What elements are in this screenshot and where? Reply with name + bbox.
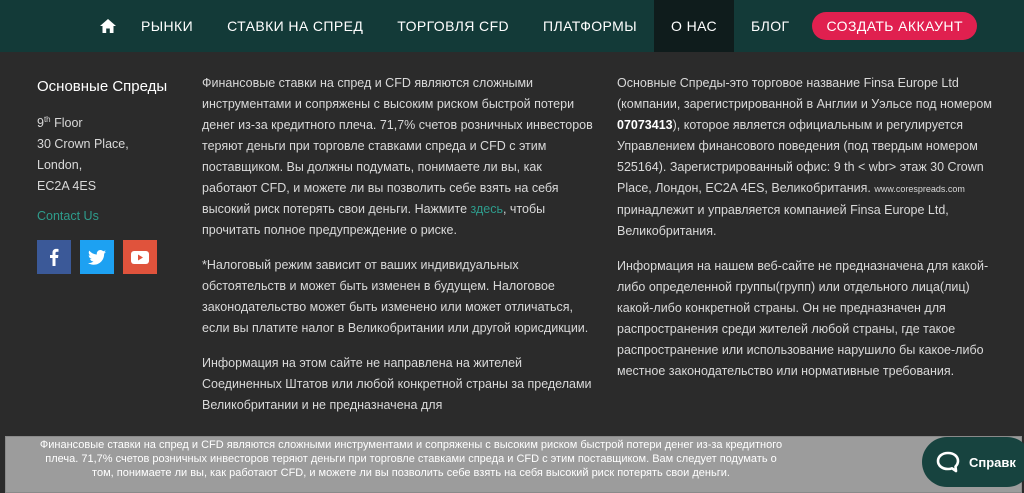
- facebook-icon: [49, 248, 59, 266]
- website-url: www.corespreads.com: [874, 184, 965, 194]
- address: [37, 109, 187, 197]
- risk-warning-column: [202, 73, 594, 430]
- distribution-notice-text: Информация на нашем веб-сайте не предназначена для какой-либо определенной группы(групп) или отдельного лица(лиц) какой-либо конкретной страны. Он не предназначен для распространения среди жителей любой страны, где такое распространение или использование нарушило бы какое-либо местное законодательство или нормативные требования.: [617, 259, 989, 378]
- risk-banner-text: Финансовые ставки на спред и CFD являются сложными инструментами и сопряжены с высоким риском быстрой потери денег из-за кредитного плеча. 71,7% счетов розничных инвесторов теряют деньги при торговле ставками спреда и CFD с этим поставщиком. Вам следует подумать о том, понимаете ли вы, как работают CFD, и можете ли вы позволить себе взять на себя высокий риск потерять свои деньги.: [39, 439, 783, 479]
- youtube-icon: [131, 251, 149, 264]
- contact-us-link[interactable]: Contact Us: [37, 209, 99, 224]
- youtube-button[interactable]: [123, 240, 157, 274]
- create-account-button[interactable]: СОЗДАТЬ АККАУНТ: [812, 12, 976, 40]
- nav-markets[interactable]: РЫНКИ: [141, 18, 194, 34]
- nav-blog[interactable]: БЛОГ: [751, 18, 790, 34]
- twitter-button[interactable]: [80, 240, 114, 274]
- company-number: 07073413: [617, 118, 673, 132]
- address-street: 30 Crown Place,: [37, 137, 129, 152]
- address-postcode: EC2A 4ES: [37, 179, 97, 194]
- social-links: [37, 240, 187, 274]
- nav-menu: [92, 0, 977, 52]
- jurisdiction-notice-text: Информация на этом сайте не направлена на жителей Соединенных Штатов или любой конкретной страны за пределами Великобритании и не предназначена для: [202, 356, 592, 412]
- risk-warning-link[interactable]: здесь: [470, 202, 503, 216]
- company-name: Основные Спреды: [37, 78, 168, 95]
- risk-warning-text: Финансовые ставки на спред и CFD являются сложными инструментами и сопряжены с высоким риском быстрой потери денег из-за кредитного плеча. 71,7% счетов розничных инвесторов теряют деньги при торговле ставками спреда и CFD с этим поставщиком. Вы должны подумать, понимаете ли вы, как работают CFD, и можете ли вы позволить себе взять на себя высокий риск потерять свои деньги. Нажмите здесь, чтобы прочитать полное предупреждение о риске.: [202, 76, 593, 237]
- nav-cfd-trading[interactable]: ТОРГОВЛЯ CFD: [397, 18, 510, 34]
- company-info: [37, 78, 187, 274]
- chat-bubble-icon: [936, 451, 960, 473]
- facebook-button[interactable]: [37, 240, 71, 274]
- help-button[interactable]: [922, 437, 1024, 487]
- tax-notice-text: *Налоговый режим зависит от ваших индивидуальных обстоятельств и может быть изменен в будущем. Налоговое законодательство может быть изменено или может отличаться, если вы платите налог в Великобритании или другой юрисдикции.: [202, 258, 589, 335]
- home-icon: [100, 19, 116, 33]
- top-nav: [0, 0, 1024, 52]
- nav-spread-betting[interactable]: СТАВКИ НА СПРЕД: [227, 18, 364, 34]
- risk-warning-banner: [5, 436, 1022, 493]
- home-link[interactable]: [92, 0, 124, 52]
- nav-platforms[interactable]: ПЛАТФОРМЫ: [543, 18, 637, 34]
- help-label: Справк: [969, 454, 1016, 470]
- address-floor: 9th Floor: [37, 115, 83, 131]
- legal-info-column: [617, 73, 997, 396]
- company-registration-text: Основные Спреды-это торговое название Finsa Europe Ltd (компании, зарегистрированной в Англии и Уэльсе под номером 07073413), которое является официальным и регулируется Управлением финансового поведения (под твердым номером 525164). Зарегистрированный офис: 9 th < wbr> этаж 30 Crown Place, Лондон, EC2A 4ES, Великобритания. www.corespreads.com принадлежит и управляется компанией Finsa Europe Ltd, Великобритания.: [617, 76, 992, 238]
- twitter-icon: [88, 250, 106, 265]
- address-city: London,: [37, 158, 83, 173]
- nav-about[interactable]: О НАС: [654, 0, 734, 52]
